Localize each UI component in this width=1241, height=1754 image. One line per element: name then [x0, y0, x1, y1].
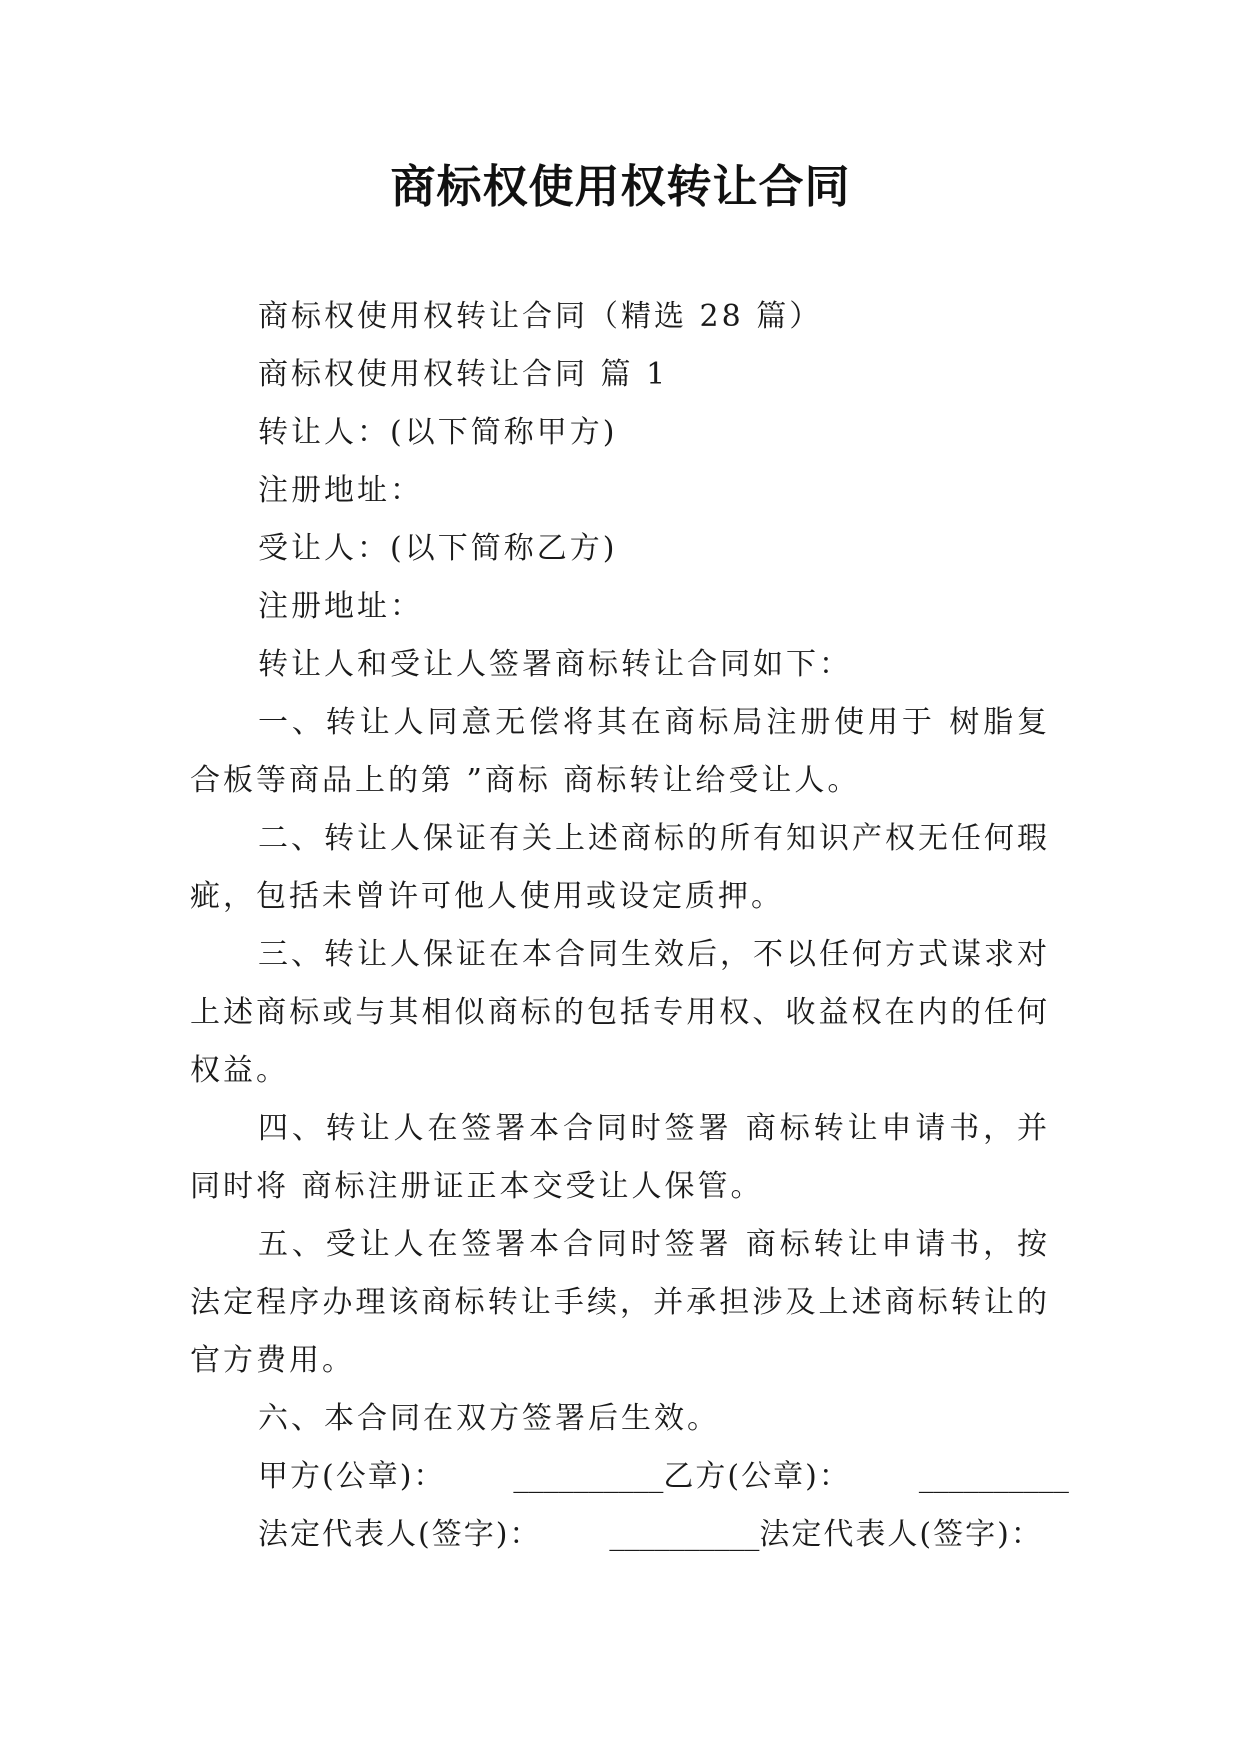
- paragraph-transferee: 受让人：(以下简称乙方): [258, 531, 618, 566]
- clause-4: 四、转让人在签署本合同时签署 商标转让申请书，并同时将 商标注册证正本交受让人保管。: [190, 1111, 1050, 1204]
- paragraph-transferee-address: 注册地址：: [258, 589, 423, 624]
- clause-1: 一、转让人同意无偿将其在商标局注册使用于 树脂复合板等商品上的第 ”商标 商标转让给受让人。: [190, 705, 1050, 798]
- clause-3: 三、转让人保证在本合同生效后，不以任何方式谋求对上述商标或与其相似商标的包括专用权、收益权在内的任何权益。: [190, 937, 1050, 1088]
- party-b-seal-blank: __________: [918, 1459, 1069, 1494]
- paragraph-subtitle: 商标权使用权转让合同（精选 28 篇）: [258, 299, 823, 334]
- clause-5: 五、受让人在签署本合同时签署 商标转让申请书，按法定程序办理该商标转让手续，并承担涉及上述商标转让的官方费用。: [190, 1227, 1050, 1378]
- paragraph-section-heading: 商标权使用权转让合同 篇 1: [258, 357, 669, 392]
- party-b-seal-label: 乙方(公章)：: [663, 1459, 851, 1494]
- document-body: [190, 288, 1069, 1564]
- clause-2: 二、转让人保证有关上述商标的所有知识产权无任何瑕疵，包括未曾许可他人使用或设定质押。: [190, 821, 1050, 914]
- party-a-seal-blank: __________: [513, 1459, 664, 1494]
- paragraph-intro: 转让人和受让人签署商标转让合同如下：: [258, 647, 852, 682]
- party-a-rep-blank: __________: [609, 1517, 760, 1552]
- signature-rep-line: [190, 1506, 1050, 1564]
- party-b-rep-label: 法定代表人(签字)：: [759, 1517, 1043, 1552]
- paragraph-transferor: 转让人：(以下简称甲方): [258, 415, 618, 450]
- paragraph-transferor-address: 注册地址：: [258, 473, 423, 508]
- party-a-rep-label: 法定代表人(签字)：: [258, 1517, 542, 1552]
- document-title: 商标权使用权转让合同: [390, 160, 851, 213]
- clause-6: 六、本合同在双方签署后生效。: [258, 1401, 720, 1436]
- signature-seal-line: [190, 1448, 1069, 1506]
- party-a-seal-label: 甲方(公章)：: [258, 1459, 446, 1494]
